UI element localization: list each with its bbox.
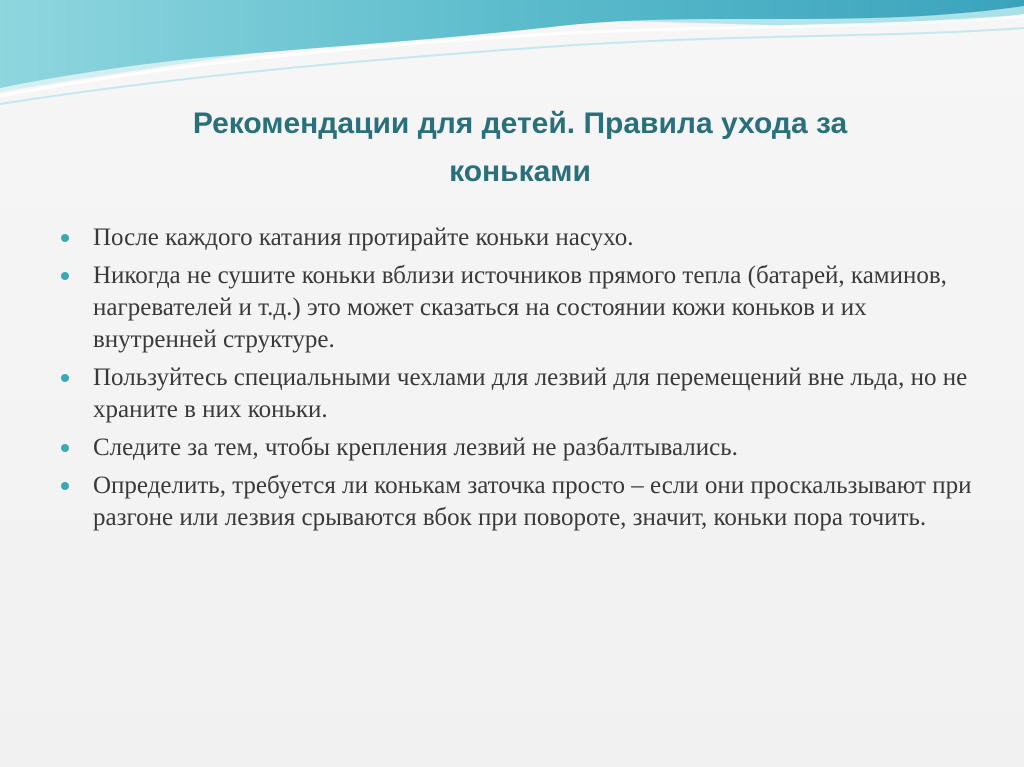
bullet-item	[60, 222, 980, 254]
bullet-text: Определить, требуется ли конькам заточка просто – если они проскальзывают при разгоне или лезвия срываются вбок при повороте, значит, коньки пора точить.	[93, 472, 972, 531]
bullet-dot-icon	[61, 374, 69, 382]
bullet-item	[60, 362, 980, 426]
bullet-text: После каждого катания протирайте коньки насухо.	[93, 224, 634, 251]
bullet-item	[60, 432, 980, 464]
bullet-text: Следите за тем, чтобы крепления лезвий не разбалтывались.	[93, 434, 738, 461]
bullet-text: Никогда не сушите коньки вблизи источников прямого тепла (батарей, каминов, нагревателей и т.д.) это может сказаться на состоянии кожи коньков и их внутренней структуре.	[93, 262, 947, 353]
bullet-item	[60, 470, 980, 534]
bullet-dot-icon	[61, 444, 69, 452]
bullet-dot-icon	[61, 482, 69, 490]
bullet-dot-icon	[61, 234, 69, 242]
wave-main	[0, 0, 1024, 88]
bullet-list	[60, 222, 980, 540]
bullet-text: Пользуйтесь специальными чехлами для лезвий для перемещений вне льда, но не храните в них коньки.	[93, 364, 968, 423]
slide-title: Рекомендации для детей. Правила ухода за коньками	[192, 107, 848, 188]
bullet-dot-icon	[61, 272, 69, 280]
bullet-item	[60, 260, 980, 356]
